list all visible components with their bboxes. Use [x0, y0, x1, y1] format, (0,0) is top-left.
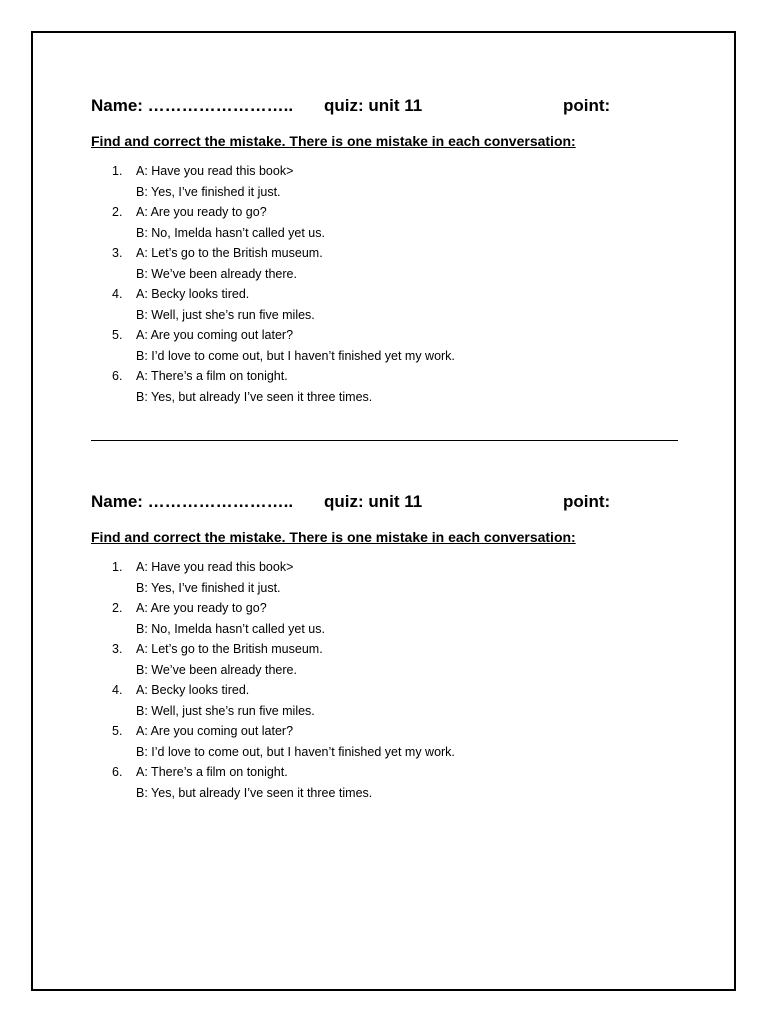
- line-b: B: Well, just she’s run five miles.: [136, 703, 315, 718]
- line-b: B: We’ve been already there.: [136, 266, 297, 281]
- question-number: 1.: [112, 560, 123, 574]
- line-a: A: Have you read this book>: [136, 164, 294, 178]
- line-a: A: Are you ready to go?: [136, 601, 267, 615]
- quiz-title: quiz: unit 11: [324, 492, 423, 511]
- question-number: 4.: [112, 683, 123, 697]
- line-b: B: No, Imelda hasn’t called yet us.: [136, 225, 325, 240]
- question-number: 3.: [112, 246, 123, 260]
- line-a: A: Becky looks tired.: [136, 287, 250, 301]
- question-item: [91, 557, 691, 598]
- instruction: Find and correct the mistake. There is one mistake in each conversation:: [91, 133, 576, 149]
- quiz-block-top: [91, 96, 691, 407]
- question-list: [91, 161, 691, 407]
- line-b: B: No, Imelda hasn’t called yet us.: [136, 621, 325, 636]
- point-label: point:: [563, 96, 611, 115]
- question-item: [91, 284, 691, 325]
- line-b: B: Yes, I’ve finished it just.: [136, 184, 281, 199]
- line-b: B: I’d love to come out, but I haven’t finished yet my work.: [136, 744, 455, 759]
- question-number: 6.: [112, 369, 123, 383]
- line-b: B: Yes, but already I’ve seen it three times.: [136, 389, 373, 404]
- line-b: B: Well, just she’s run five miles.: [136, 307, 315, 322]
- line-b: B: Yes, I’ve finished it just.: [136, 580, 281, 595]
- line-a: A: Have you read this book>: [136, 560, 294, 574]
- line-a: A: Are you coming out later?: [136, 724, 294, 738]
- line-b: B: We’ve been already there.: [136, 662, 297, 677]
- line-a: A: There’s a film on tonight.: [136, 765, 288, 779]
- point-label: point:: [563, 492, 611, 511]
- line-a: A: There’s a film on tonight.: [136, 369, 288, 383]
- line-a: A: Let’s go to the British museum.: [136, 246, 323, 260]
- question-number: 4.: [112, 287, 123, 301]
- quiz-header: [91, 96, 691, 120]
- question-number: 2.: [112, 601, 123, 615]
- question-item: [91, 202, 691, 243]
- question-item: [91, 161, 691, 202]
- name-label: Name: ……………………..: [91, 96, 294, 115]
- question-number: 1.: [112, 164, 123, 178]
- line-b: B: Yes, but already I’ve seen it three times.: [136, 785, 373, 800]
- quiz-block-bottom: [91, 492, 691, 803]
- question-item: [91, 762, 691, 803]
- question-number: 5.: [112, 724, 123, 738]
- question-item: [91, 243, 691, 284]
- question-number: 6.: [112, 765, 123, 779]
- question-number: 5.: [112, 328, 123, 342]
- question-item: [91, 680, 691, 721]
- name-label: Name: ……………………..: [91, 492, 294, 511]
- quiz-header: [91, 492, 691, 516]
- line-b: B: I’d love to come out, but I haven’t finished yet my work.: [136, 348, 455, 363]
- line-a: A: Becky looks tired.: [136, 683, 250, 697]
- question-number: 3.: [112, 642, 123, 656]
- line-a: A: Are you ready to go?: [136, 205, 267, 219]
- question-item: [91, 325, 691, 366]
- instruction: Find and correct the mistake. There is one mistake in each conversation:: [91, 529, 576, 545]
- question-item: [91, 721, 691, 762]
- question-number: 2.: [112, 205, 123, 219]
- question-item: [91, 598, 691, 639]
- line-a: A: Are you coming out later?: [136, 328, 294, 342]
- question-list: [91, 557, 691, 803]
- quiz-title: quiz: unit 11: [324, 96, 423, 115]
- question-item: [91, 366, 691, 407]
- line-a: A: Let’s go to the British museum.: [136, 642, 323, 656]
- question-item: [91, 639, 691, 680]
- cut-line-divider: [91, 440, 678, 441]
